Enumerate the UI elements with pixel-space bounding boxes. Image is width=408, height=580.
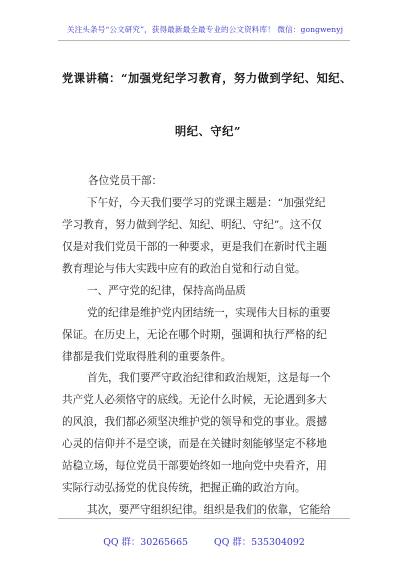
document-title-line-1: 党课讲稿：“加强党纪学习教育，努力做到学纪、知纪、	[62, 71, 352, 85]
body-line: 共产党人必须恪守的底线。无论什么时候，无论遇到多大	[62, 394, 327, 407]
body-line: 仅是对我们党员干部的一种要求，更是我们在新时代主题	[62, 240, 327, 253]
footer-qq-group-1: QQ 群：30265665	[103, 537, 189, 548]
body-line: 首先，我们要严守政治纪律和政治规矩，这是每一个	[87, 372, 331, 385]
body-line: 其次，要严守组织纪律。组织是我们的依靠，它能给	[87, 504, 331, 516]
body-line: 律都是我们党取得胜利的重要条件。	[62, 350, 232, 363]
body-line: 下午好，今天我们要学习的党课主题是：“加强党纪	[87, 196, 326, 209]
body-line: 心灵的信仰并不是空谈，而是在关键时刻能够坚定不移地	[62, 438, 327, 451]
footer-divider	[58, 518, 350, 519]
header-divider	[58, 40, 350, 41]
body-line: 教育理论与伟大实践中应有的政治自觉和行动自觉。	[62, 262, 306, 275]
section-heading: 一、严守党的纪律，保持高尚品质	[87, 284, 246, 297]
salutation: 各位党员干部：	[88, 175, 163, 187]
footer-qq-group-2: QQ 群：535304092	[214, 537, 305, 548]
body-line: 的风浪，我们都必须坚决维护党的领导和党的事业。震撼	[62, 416, 327, 429]
document-title-line-2: 明纪、守纪”	[175, 124, 241, 138]
body-line: 党的纪律是维护党内团结统一，实现伟大目标的重要	[87, 306, 331, 319]
footer	[0, 534, 408, 548]
body-line: 保证。在历史上，无论在哪个时期，强调和执行严格的纪	[62, 328, 327, 341]
header-banner: 关注头条号“公文研究”，获得最新最全最专业的公文资料库！ 微信：gongwenyj	[66, 25, 344, 34]
body-line: 站稳立场，每位党员干部要始终如一地向党中央看齐，用	[62, 460, 327, 473]
body-line: 实际行动弘扬党的优良传统，把握正确的政治方向。	[62, 482, 306, 495]
body-line: 学习教育，努力做到学纪、知纪、明纪、守纪”。这不仅	[62, 218, 322, 231]
